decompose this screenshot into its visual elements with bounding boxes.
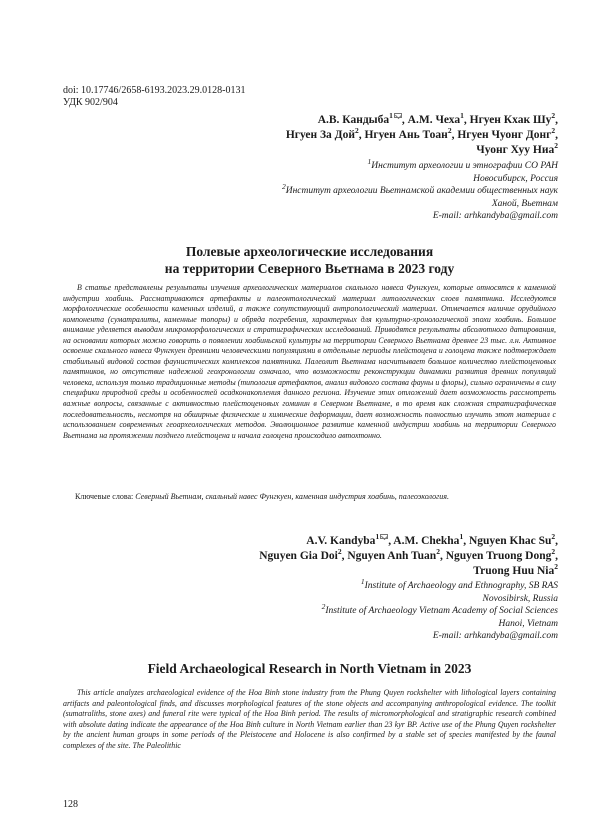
en-authors-line3: Truong Huu Nia$^2$ <box>473 562 558 577</box>
en-authors-line1: A.V. Kandyba$^1$ , A.M. Chekha$^1$, Nguyen Khac Su$^2$, <box>306 532 558 547</box>
ru-authors-line1: А.В. Кандыба$^1$ , А.М. Чеха$^1$, Нгуен Кхак $Шу^2$, <box>317 111 558 126</box>
en-title: Field Archaeological Research in North Vietnam in 2023 <box>147 661 472 676</box>
udc-line: УДК 902/904 <box>63 97 118 108</box>
en-affil2: Institute of Archaeology Vietnam Academy of Social Sciences <box>325 606 558 616</box>
ru-authors <box>286 113 558 158</box>
ru-authors-line3: Чуонг Хуу Ниа$^2$ <box>476 141 558 156</box>
en-affil2-city: Hanoi, Vietnam <box>498 618 558 629</box>
en-abstract: This article analyzes archaeological evidence of the Hoa Binh stone industry from the Phung Quyen rockshelter with lithological layers containing artifacts and paleontological finds, and discusses morphological features of the stone objects and accompanying anthropological evidence. The toolkit (sumatraliths, stone axes) and funeral rite were typical of the Hoa Binh period. The results of micromorphological and stratigraphic research combined with absolute dating indicate the appearance of the Hoa Binh culture in North Vietnam earlier than 23 kyr BP. Active use of the Phung Quyen rockshelter by the ancient human groups in some periods of the Pleistocene and Holocene is also confirmed by a stable set of species manifested by the faunal complexes of the site. The Paleolithic <box>63 688 556 750</box>
page-number: 128 <box>63 799 78 810</box>
ru-affil2: Институт археологии Вьетнамской академии общественных наук <box>285 186 558 196</box>
en-email: E-mail: arhkandyba@gmail.com <box>432 631 558 641</box>
envelope-icon <box>394 113 402 118</box>
envelope-icon <box>380 534 388 539</box>
ru-keywords <box>75 492 555 502</box>
ru-affil1: Институт археологии и этнографии СО РАН <box>371 161 558 171</box>
en-affil1-city: Novosibirsk, Russia <box>482 593 558 604</box>
ru-email: E-mail: arhkandyba@gmail.com <box>432 211 558 221</box>
ru-affil1-city: Новосибирск, Россия <box>473 173 558 184</box>
ru-abstract: В статье представлены результаты изучения археологических материалов скального навеса Фунгкуен, которые относятся к каменной индустрии хоабинь. Рассматриваются артефакты и палеонтологический материал литологических слоев памятника. Исследуются морфологические особенности каменных изделий, а также сопутствующий антропологический материал. Отмечается наличие орудийного компонента (суматралиты, каменные топоры) и обряда погребения, характерных для культурно-хронологической эпохи хоабинь. Большое внимание уделяется выводам микроморфологических и стратиграфических исследований. Приводятся результаты абсолютного датирования, на основании которых можно говорить о появлении хоабиньской культуры на территории Северного Вьетнама древнее 23 тыс. л.н. Активное освоение скального навеса Фунгкуен древними человеческими популяциями в отдельные периоды плейстоцена и голоцена также подтверждает стабильный видовой состав фаунистических комплексов памятника. Палеолит Вьетнама насчитывает большое количество плейстоценовых памятников, но отсутствие надежной геохронологии означало, что возможности реконструкции динамики развития древних популяций человека, используя только традиционные методы (типология артефактов, анализ видового состава фауны и флоры), сильно ограничены в силу специфики природной среды и особенностей осадконакопления данного региона. Изучение этих отложений дает возможность рассмотреть важные вопросы, связанные с активностью плейстоценовых гоминин в Северном Вьетнаме, в то время как сложная стратиграфическая последовательность, несмотря на обширные физические и химические деформации, дает возможность полностью изучить этот материал с использованием современных геоархеологических методов. Эволюционное развитие каменной индустрии хоабинь на территории Северного Вьетнама на протяжении позднего плейстоцена и начала голоцена происходило автохтонно. <box>63 283 556 440</box>
ru-title: Полевые археологические исследования на территории Северного Вьетнама в 2023 году <box>164 244 455 276</box>
en-authors-line2: Nguyen Gia Doi$^2$, Nguyen Anh Tuan$^2$, Nguyen Truong Dong$^2$, <box>259 547 558 562</box>
ru-affil2-city: Ханой, Вьетнам <box>491 198 558 209</box>
en-affil1: Institute of Archaeology and Ethnography, SB RAS <box>364 581 558 591</box>
en-affiliations: $^1$Institute of Archaeology and Ethnography, SB RAS Novosibirsk, Russia $^2$Institute of Archaeology Vietnam Academy of Social Sciences Hanoi, Vietnam E-mail: arhkandyba@gmail.com <box>321 576 558 641</box>
ru-affiliations: $^1$Институт археологии и этнографии СО РАН Новосибирск, Россия $^2$Институт археологии Вьетнамской академии общественных наук Ханой, Вьетнам E-mail: arhkandyba@gmail.com <box>281 156 558 221</box>
keywords-text: Северный Вьетнам, скальный навес Фунгкуен, каменная индустрия хоабинь, палеоэкология. <box>135 492 449 501</box>
keywords-label: Ключевые слова: <box>75 492 134 501</box>
en-authors <box>259 534 558 579</box>
ru-authors-line2: Нгуен За Дой$^2$, Нгуен Ань Тоан$^2$, Нгуен Чуонг Донг$^2$, <box>285 126 558 141</box>
doi-line: doi: 10.17746/2658-6193.2023.29.0128-0131 <box>63 85 246 96</box>
